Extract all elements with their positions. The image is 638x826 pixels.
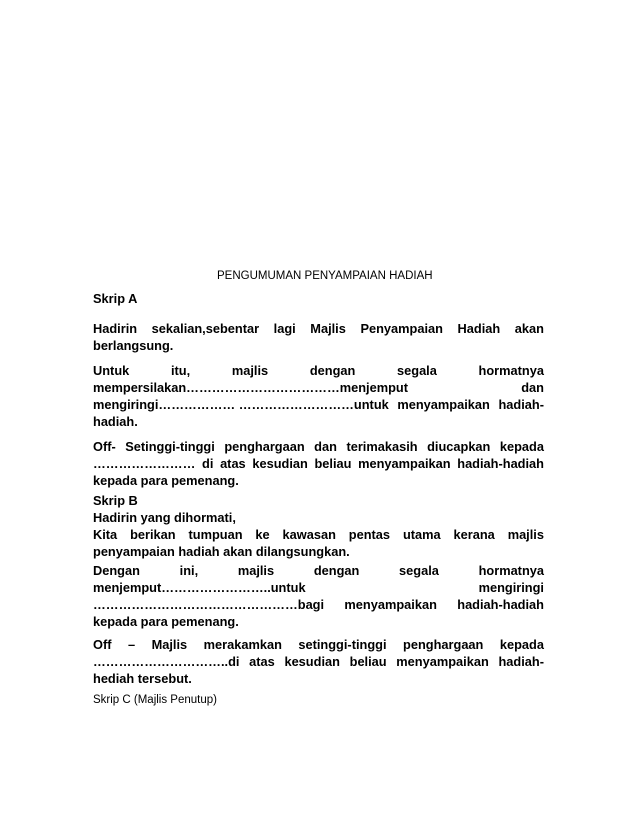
- skrip-a-p2-line-1: [93, 362, 544, 379]
- document-title: PENGUMUMAN PENYAMPAIAN HADIAH: [217, 270, 433, 282]
- skrip-a-paragraph-2: [93, 362, 544, 430]
- skrip-a-p1-line-2: berlangsung.: [93, 338, 174, 353]
- word: kesudian: [252, 456, 308, 471]
- word: akan: [514, 321, 544, 336]
- word: menyampaikan: [396, 654, 489, 669]
- word: hadiah-hadiah: [457, 597, 544, 612]
- skrip-a-p3-line-3: kepada para pemenang.: [93, 473, 239, 488]
- word: Off-: [93, 439, 116, 454]
- word: –: [127, 637, 136, 652]
- word: menyampaikan: [397, 397, 490, 412]
- word: terimakasih: [346, 439, 418, 454]
- skrip-a-paragraph-1: [93, 320, 544, 354]
- word: hadiah-hadiah: [457, 456, 544, 471]
- word: itu,: [170, 363, 191, 378]
- word: mempersilakan………………………………menjemput: [93, 380, 409, 395]
- word: …………………………..di: [93, 654, 240, 669]
- word: segala: [397, 363, 437, 378]
- word: penghargaan: [403, 637, 484, 652]
- word: menyampaikan: [358, 456, 451, 471]
- word: ini,: [179, 563, 199, 578]
- skrip-b-block: [93, 492, 544, 560]
- skrip-a-p2-line-3: [93, 396, 544, 413]
- word: dan: [314, 439, 337, 454]
- skrip-b-p1-line-1: [93, 526, 544, 543]
- word: Setinggi-tinggi: [125, 439, 215, 454]
- word: dan: [521, 380, 544, 395]
- skrip-b-p2-line-4: kepada para pemenang.: [93, 614, 239, 629]
- skrip-a-p3-line-2: [93, 455, 544, 472]
- skrip-a-p2-line-4: hadiah.: [93, 414, 138, 429]
- word: hadiah-: [498, 654, 544, 669]
- word: mengiringi: [478, 580, 544, 595]
- word: majlis: [507, 527, 544, 542]
- word: hormatnya: [478, 563, 544, 578]
- word: Dengan: [93, 563, 140, 578]
- word: pentas: [348, 527, 391, 542]
- word: hadiah-: [498, 397, 544, 412]
- word: kawasan: [282, 527, 336, 542]
- word: kepada: [499, 439, 544, 454]
- word: Untuk: [93, 363, 130, 378]
- word: merakamkan: [203, 637, 282, 652]
- word: majlis: [231, 363, 269, 378]
- skrip-b-heading: Skrip B: [93, 493, 138, 508]
- word: sekalian,sebentar: [151, 321, 260, 336]
- word: tumpuan: [188, 527, 243, 542]
- skrip-b-p3-line-3: hediah tersebut.: [93, 671, 192, 686]
- word: atas: [249, 654, 275, 669]
- word: Hadirin: [93, 321, 138, 336]
- word: Penyampaian: [360, 321, 443, 336]
- word: utama: [402, 527, 441, 542]
- word: Majlis: [151, 637, 188, 652]
- word: mengiringi……………… ………………………untuk: [93, 397, 389, 412]
- word: …………………………………………bagi: [93, 597, 325, 612]
- word: majlis: [237, 563, 275, 578]
- skrip-a-p2-line-2: [93, 379, 544, 396]
- word: kepada: [499, 637, 544, 652]
- word: atas: [220, 456, 246, 471]
- word: dengan: [309, 363, 356, 378]
- word: Majlis: [310, 321, 346, 336]
- skrip-c-heading: Skrip C (Majlis Penutup): [93, 694, 217, 706]
- word: beliau: [349, 654, 387, 669]
- skrip-b-p3-line-2: [93, 653, 544, 670]
- skrip-a-p3-line-1: [93, 438, 544, 455]
- skrip-b-p3-line-1: [93, 636, 544, 653]
- word: hormatnya: [478, 363, 544, 378]
- word: penghargaan: [224, 439, 305, 454]
- skrip-b-greeting: Hadirin yang dihormati,: [93, 510, 236, 525]
- word: ……………………: [93, 456, 196, 471]
- skrip-b-p2-line-1: [93, 562, 544, 579]
- word: segala: [399, 563, 439, 578]
- word: Off: [93, 637, 112, 652]
- word: beliau: [314, 456, 352, 471]
- skrip-b-paragraph-2: [93, 562, 544, 630]
- word: ke: [255, 527, 270, 542]
- skrip-a-heading: Skrip A: [93, 291, 138, 306]
- skrip-a-p1-line-1: [93, 320, 544, 337]
- skrip-b-p2-line-2: [93, 579, 544, 596]
- word: berikan: [130, 527, 176, 542]
- word: di: [202, 456, 214, 471]
- word: lagi: [273, 321, 296, 336]
- word: kesudian: [284, 654, 340, 669]
- word: menjemput……………………..untuk: [93, 580, 306, 595]
- skrip-b-p1-line-2: penyampaian hadiah akan dilangsungkan.: [93, 544, 350, 559]
- skrip-a-paragraph-3: [93, 438, 544, 489]
- word: setinggi-tinggi: [298, 637, 387, 652]
- skrip-b-p2-line-3: [93, 596, 544, 613]
- skrip-b-paragraph-3: [93, 636, 544, 687]
- word: Kita: [93, 527, 118, 542]
- word: diucapkan: [427, 439, 491, 454]
- word: menyampaikan: [344, 597, 437, 612]
- word: Hadiah: [457, 321, 501, 336]
- word: dengan: [313, 563, 360, 578]
- word: kerana: [453, 527, 495, 542]
